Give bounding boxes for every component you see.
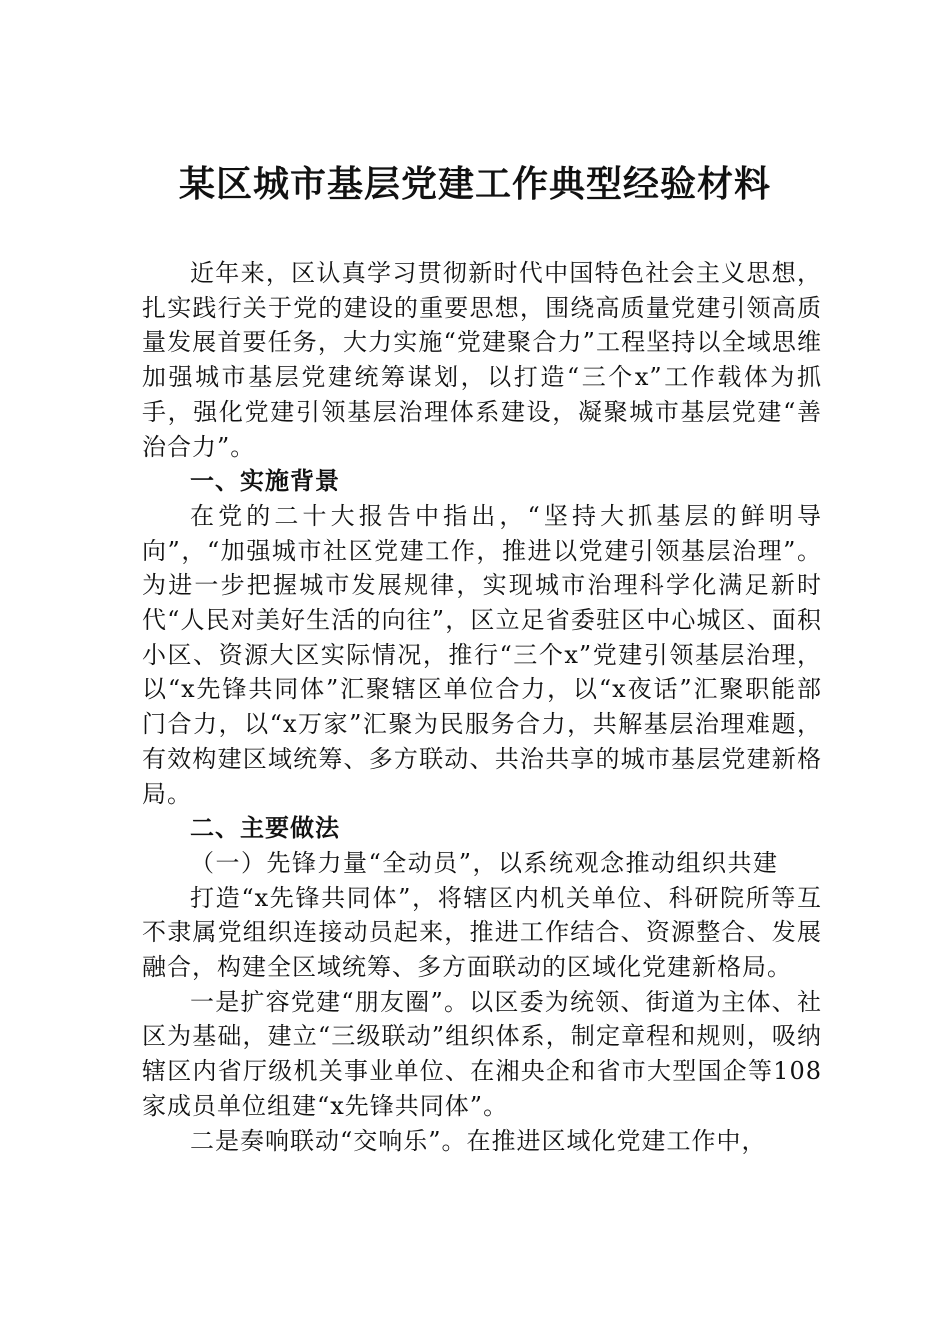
background-paragraph: 在党的二十大报告中指出，“坚持大抓基层的鲜明导向”，“加强城市社区党建工作，推进以党建引领基层治理”。为进一步把握城市发展规律，实现城市治理科学化满足新时代“人民对美好生活的向往”，区立足省委驻区中心城区、面积小区、资源大区实际情况，推行“三个x”党建引领基层治理，以“x先锋共同体”汇聚辖区单位合力，以“x夜话”汇聚职能部门合力，以“x万家”汇聚为民服务合力，共解基层治理难题，有效构建区域统筹、多方联动、共治共享的城市基层党建新格局。 [142,501,822,808]
intro-paragraph: 近年来，区认真学习贯彻新时代中国特色社会主义思想，扎实践行关于党的建设的重要思想，围绕高质量党建引领高质量发展首要任务，大力实施“党建聚合力”工程坚持以全域思维加强城市基层党建统筹谋划，以打造“三个x”工作载体为抓手，强化党建引领基层治理体系建设，凝聚城市基层党建“善治合力”。 [142,259,822,461]
document-title: 某区城市基层党建工作典型经验材料 [178,163,771,205]
section-heading-background: 一、实施背景 [190,467,340,496]
body-paragraph: 一是扩容党建“朋友圈”。以区委为统领、街道为主体、社区为基础，建立“三级联动”组织体系，制定章程和规则，吸纳辖区内省厅级机关事业单位、在湘央企和省市大型国企等108家成员单位组建“x先锋共同体”。 [142,987,822,1120]
section-heading-practices: 二、主要做法 [190,814,340,843]
body-paragraph: 二是奏响联动“交响乐”。在推进区域化党建工作中， [190,1126,767,1155]
subsection-heading-1: （一）先锋力量“全动员”，以系统观念推动组织共建 [190,848,779,877]
body-paragraph: 打造“x先锋共同体”，将辖区内机关单位、科研院所等互不隶属党组织连接动员起来，推进工作结合、资源整合、发展融合，构建全区域统筹、多方面联动的区域化党建新格局。 [142,883,822,982]
document-body [142,256,822,1158]
